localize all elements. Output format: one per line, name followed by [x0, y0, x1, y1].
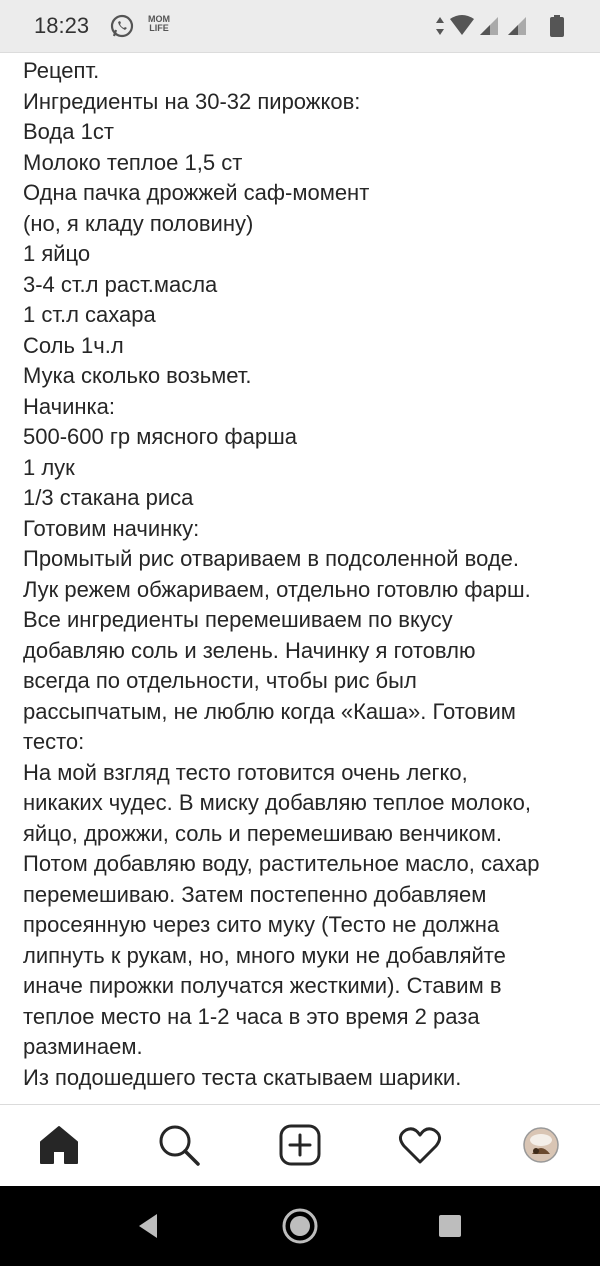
signal-icon	[508, 17, 526, 35]
caption-line: никаких чудес. В миску добавляю теплое молоко,	[23, 790, 532, 815]
signal-icon	[480, 17, 498, 35]
caption-line: разминаем.	[23, 1034, 143, 1059]
caption-line: Ингредиенты на 30-32 пирожков:	[23, 88, 361, 114]
caption-line: Готовим начинку:	[23, 515, 200, 541]
caption-line: Начинка:	[23, 393, 115, 419]
activity-heart-icon[interactable]	[398, 1123, 442, 1167]
recents-icon[interactable]	[430, 1206, 470, 1246]
new-post-icon[interactable]	[278, 1123, 322, 1167]
caption-line: Из подошедшего теста скатываем шарики.	[23, 1064, 462, 1090]
caption-line: Молоко теплое 1,5 ст	[23, 149, 243, 175]
caption-line: Промытый рис отвариваем в подсоленной воде.	[23, 546, 520, 571]
system-navigation-bar	[0, 1186, 600, 1266]
home-icon[interactable]	[37, 1123, 81, 1167]
caption-line: Мука сколько возьмет.	[23, 363, 252, 388]
caption-line: На мой взгляд тесто готовится очень легко,	[23, 759, 468, 785]
caption-line: тесто:	[23, 729, 85, 754]
home-circle-icon[interactable]	[280, 1206, 320, 1246]
caption-line: Лук режем обжариваем, отдельно готовлю фарш.	[23, 576, 531, 602]
caption-line: иначе пирожки получатся жесткими). Ставим в	[23, 973, 502, 998]
caption-line: просеянную через сито муку (Тесто не должна	[23, 912, 500, 937]
caption-line: Соль 1ч.л	[23, 332, 124, 358]
caption-line: липнуть к рукам, но, много муки не добавляйте	[23, 942, 506, 968]
caption-line: 1 ст.л сахара	[23, 302, 156, 327]
caption-line: (но, я кладу половину)	[23, 210, 254, 236]
wifi-icon	[450, 15, 474, 35]
search-icon[interactable]	[157, 1123, 201, 1167]
status-icons	[432, 13, 572, 39]
caption-line: теплое место на 1-2 часа в это время 2 раза	[23, 1003, 480, 1029]
whatsapp-icon	[108, 12, 136, 40]
caption-line: 3-4 ст.л раст.масла	[23, 271, 218, 297]
caption-line: 1 лук	[23, 454, 75, 480]
caption-line: всегда по отдельности, чтобы рис был	[23, 668, 417, 693]
back-icon[interactable]	[128, 1206, 168, 1246]
profile-avatar[interactable]	[519, 1123, 563, 1167]
caption-line: 500-600 гр мясного фарша	[23, 424, 297, 449]
caption-line: Вода 1ст	[23, 119, 114, 144]
post-caption	[23, 56, 583, 1106]
caption-line: перемешиваю. Затем постепенно добавляем	[23, 881, 487, 907]
caption-line: рассыпчатым, не люблю когда «Каша». Готовим	[23, 698, 516, 724]
caption-line: Рецепт.	[23, 58, 100, 83]
caption-line: Все ингредиенты перемешиваем по вкусу	[23, 607, 453, 632]
caption-line: Потом добавляю воду, растительное масло, сахар	[23, 851, 540, 876]
battery-icon	[550, 15, 564, 37]
caption-line: Одна пачка дрожжей саф-момент	[23, 180, 370, 205]
caption-line: 1/3 стакана риса	[23, 485, 194, 510]
caption-line: добавляю соль и зелень. Начинку я готовлю	[23, 637, 476, 663]
caption-line: 1 яйцо	[23, 241, 91, 266]
status-bar	[0, 0, 600, 53]
mom-life-icon: MOM LIFE	[148, 14, 170, 33]
caption-line: яйцо, дрожжи, соль и перемешиваю венчиком.	[23, 820, 502, 846]
data-arrows-icon	[436, 17, 444, 35]
status-time: 18:23	[34, 13, 90, 38]
bottom-navigation	[0, 1104, 600, 1187]
